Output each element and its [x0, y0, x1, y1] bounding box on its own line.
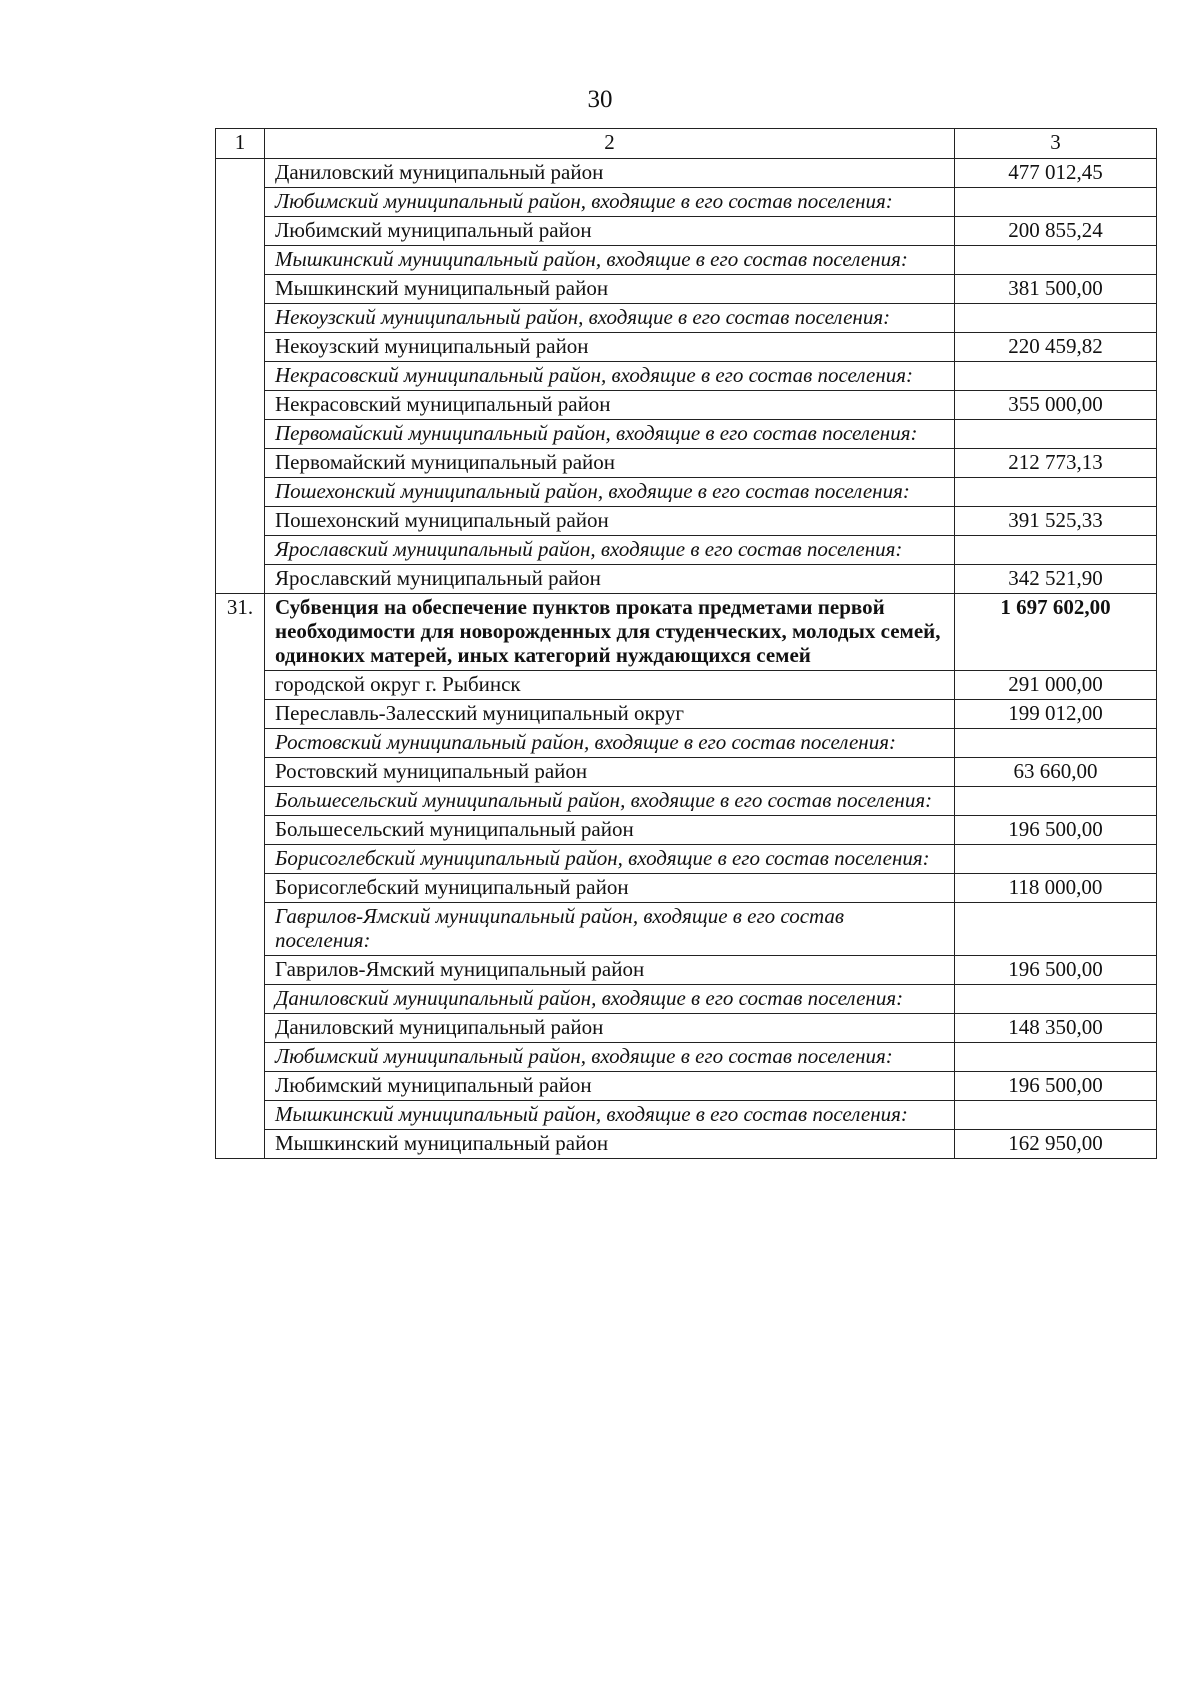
page-number: 30	[587, 86, 613, 113]
municipality-name: Некоузский муниципальный район	[265, 333, 955, 362]
table-row	[216, 845, 1157, 874]
municipality-name: Мышкинский муниципальный район	[265, 275, 955, 304]
table-row	[216, 787, 1157, 816]
amount-cell: 196 500,00	[955, 816, 1157, 845]
municipality-name: Ростовский муниципальный район	[265, 758, 955, 787]
amount-cell	[955, 246, 1157, 275]
table-row	[216, 275, 1157, 304]
table-row	[216, 449, 1157, 478]
amount-cell: 148 350,00	[955, 1014, 1157, 1043]
table-row	[216, 246, 1157, 275]
group-heading: Некоузский муниципальный район, входящие в его состав поселения:	[265, 304, 955, 333]
row-number-cell	[216, 159, 265, 594]
section-row	[216, 594, 1157, 671]
subsidy-table	[215, 128, 1157, 1159]
table-row	[216, 565, 1157, 594]
group-heading: Первомайский муниципальный район, входящие в его состав поселения:	[265, 420, 955, 449]
amount-cell	[955, 362, 1157, 391]
group-heading: Большесельский муниципальный район, входящие в его состав поселения:	[265, 787, 955, 816]
municipality-name: Любимский муниципальный район	[265, 217, 955, 246]
amount-cell: 200 855,24	[955, 217, 1157, 246]
table-row	[216, 507, 1157, 536]
group-heading: Любимский муниципальный район, входящие в его состав поселения:	[265, 1043, 955, 1072]
group-heading: Пошехонский муниципальный район, входящие в его состав поселения:	[265, 478, 955, 507]
municipality-name: Некрасовский муниципальный район	[265, 391, 955, 420]
group-heading: Ростовский муниципальный район, входящие в его состав поселения:	[265, 729, 955, 758]
amount-cell	[955, 478, 1157, 507]
table-row	[216, 1101, 1157, 1130]
amount-cell	[955, 787, 1157, 816]
header-col-2: 2	[265, 129, 955, 159]
group-heading: Даниловский муниципальный район, входящие в его состав поселения:	[265, 985, 955, 1014]
amount-cell	[955, 1101, 1157, 1130]
table-row	[216, 874, 1157, 903]
municipality-name: Даниловский муниципальный район	[265, 159, 955, 188]
group-heading: Мышкинский муниципальный район, входящие в его состав поселения:	[265, 246, 955, 275]
table-row	[216, 956, 1157, 985]
amount-cell	[955, 903, 1157, 956]
amount-cell: 381 500,00	[955, 275, 1157, 304]
municipality-name: Мышкинский муниципальный район	[265, 1130, 955, 1159]
amount-cell: 477 012,45	[955, 159, 1157, 188]
section-total: 1 697 602,00	[955, 594, 1157, 671]
group-heading: Любимский муниципальный район, входящие в его состав поселения:	[265, 188, 955, 217]
table-row	[216, 700, 1157, 729]
amount-cell: 391 525,33	[955, 507, 1157, 536]
table-header-row	[216, 129, 1157, 159]
table-row	[216, 536, 1157, 565]
group-heading: Некрасовский муниципальный район, входящие в его состав поселения:	[265, 362, 955, 391]
amount-cell: 212 773,13	[955, 449, 1157, 478]
table-row	[216, 1014, 1157, 1043]
table-row	[216, 217, 1157, 246]
municipality-name: Гаврилов-Ямский муниципальный район	[265, 956, 955, 985]
municipality-name: городской округ г. Рыбинск	[265, 671, 955, 700]
table-row	[216, 1130, 1157, 1159]
municipality-name: Большесельский муниципальный район	[265, 816, 955, 845]
amount-cell	[955, 420, 1157, 449]
group-heading: Гаврилов-Ямский муниципальный район, входящие в его состав поселения:	[265, 903, 955, 956]
table-row	[216, 903, 1157, 956]
amount-cell	[955, 845, 1157, 874]
amount-cell: 291 000,00	[955, 671, 1157, 700]
group-heading: Мышкинский муниципальный район, входящие в его состав поселения:	[265, 1101, 955, 1130]
table-row	[216, 362, 1157, 391]
amount-cell	[955, 985, 1157, 1014]
municipality-name: Любимский муниципальный район	[265, 1072, 955, 1101]
header-col-3: 3	[955, 129, 1157, 159]
group-heading: Ярославский муниципальный район, входящие в его состав поселения:	[265, 536, 955, 565]
amount-cell: 342 521,90	[955, 565, 1157, 594]
amount-cell: 118 000,00	[955, 874, 1157, 903]
amount-cell: 355 000,00	[955, 391, 1157, 420]
table-row	[216, 758, 1157, 787]
table-row	[216, 1072, 1157, 1101]
header-col-1: 1	[216, 129, 265, 159]
table-row	[216, 304, 1157, 333]
amount-cell	[955, 729, 1157, 758]
section-title: Субвенция на обеспечение пунктов проката предметами первой необходимости для новорожденных для студенческих, молодых семей, одиноких матерей, иных категорий нуждающихся семей	[265, 594, 955, 671]
section-number: 31.	[216, 594, 265, 1159]
amount-cell: 196 500,00	[955, 956, 1157, 985]
group-heading: Борисоглебский муниципальный район, входящие в его состав поселения:	[265, 845, 955, 874]
table-row	[216, 159, 1157, 188]
table-row	[216, 671, 1157, 700]
table-row	[216, 391, 1157, 420]
amount-cell	[955, 536, 1157, 565]
municipality-name: Борисоглебский муниципальный район	[265, 874, 955, 903]
amount-cell: 196 500,00	[955, 1072, 1157, 1101]
table-row	[216, 729, 1157, 758]
municipality-name: Даниловский муниципальный район	[265, 1014, 955, 1043]
table-row	[216, 1043, 1157, 1072]
table-row	[216, 188, 1157, 217]
municipality-name: Первомайский муниципальный район	[265, 449, 955, 478]
amount-cell: 162 950,00	[955, 1130, 1157, 1159]
table-row	[216, 478, 1157, 507]
table-row	[216, 816, 1157, 845]
municipality-name: Переславль-Залесский муниципальный округ	[265, 700, 955, 729]
amount-cell	[955, 1043, 1157, 1072]
amount-cell	[955, 188, 1157, 217]
municipality-name: Ярославский муниципальный район	[265, 565, 955, 594]
amount-cell: 220 459,82	[955, 333, 1157, 362]
municipality-name: Пошехонский муниципальный район	[265, 507, 955, 536]
amount-cell: 199 012,00	[955, 700, 1157, 729]
table-row	[216, 985, 1157, 1014]
amount-cell	[955, 304, 1157, 333]
table-row	[216, 420, 1157, 449]
amount-cell: 63 660,00	[955, 758, 1157, 787]
table-row	[216, 333, 1157, 362]
